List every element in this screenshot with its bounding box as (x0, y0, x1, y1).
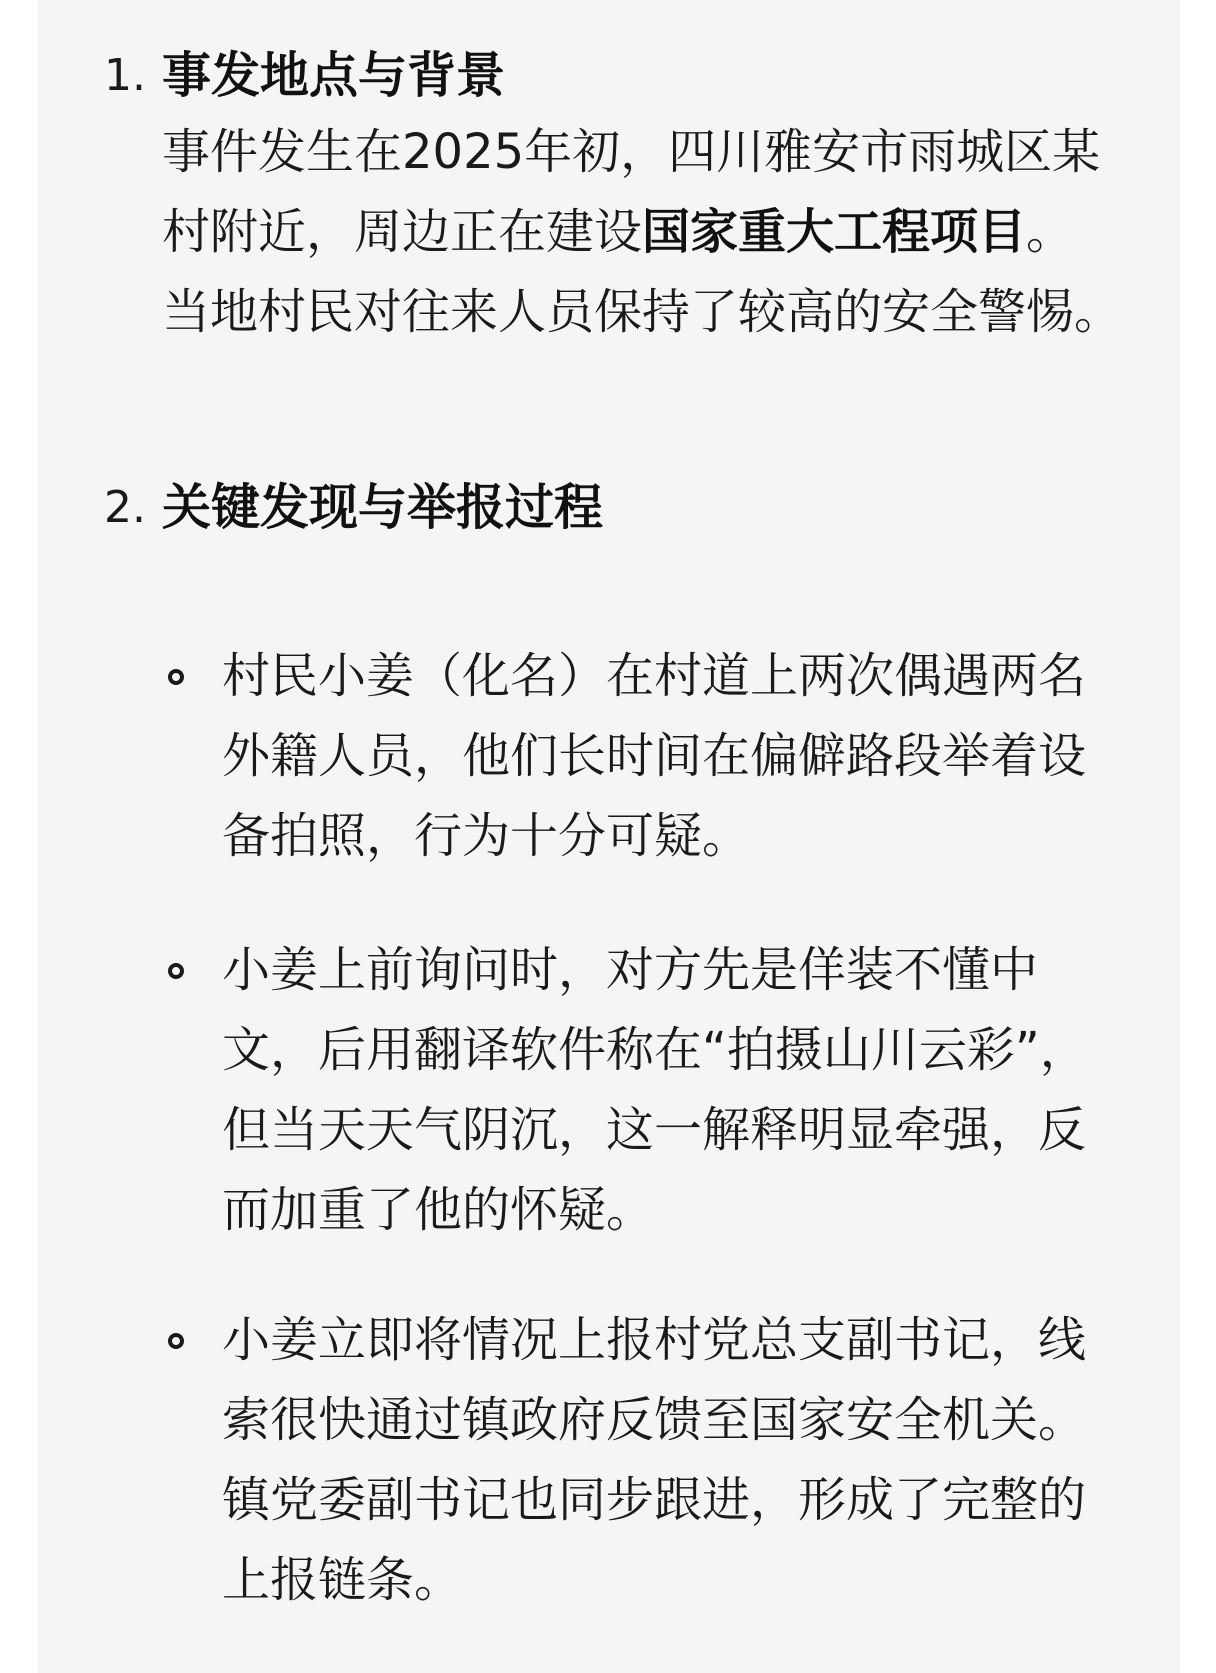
paragraph-text: 事件发生在2025年初，四川雅安市雨城区某村附近，周边正在建设 (162, 124, 1101, 260)
section-paragraph (162, 112, 1122, 352)
list-item-text: 村民小姜（化名）在村道上两次偶遇两名外籍人员，他们长时间在偏僻路段举着设备拍照，行为十分可疑。 (222, 648, 1087, 864)
section-title: 事发地点与背景 (162, 47, 506, 104)
content-panel (38, 0, 1180, 1673)
bullet-marker (168, 963, 184, 979)
list-item-text: 小姜上前询问时，对方先是佯装不懂中文，后用翻译软件称在“拍摄山川云彩”，但当天天气阴沉，这一解释明显牵强，反而加重了他的怀疑。 (222, 942, 1088, 1238)
list-item-text: 小姜立即将情况上报村党总支副书记，线索很快通过镇政府反馈至国家安全机关。镇党委副书记也同步跟进，形成了完整的上报链条。 (222, 1312, 1087, 1608)
section-title: 关键发现与举报过程 (162, 479, 604, 536)
paragraph-text: 。当地村民对往来人员保持了较高的安全警惕。 (162, 204, 1123, 340)
bullet-marker (168, 669, 184, 685)
section-number: 1. (104, 50, 146, 101)
bullet-marker (168, 1333, 184, 1349)
section-number: 2. (104, 482, 146, 533)
paragraph-emphasis: 国家重大工程项目 (642, 204, 1027, 260)
